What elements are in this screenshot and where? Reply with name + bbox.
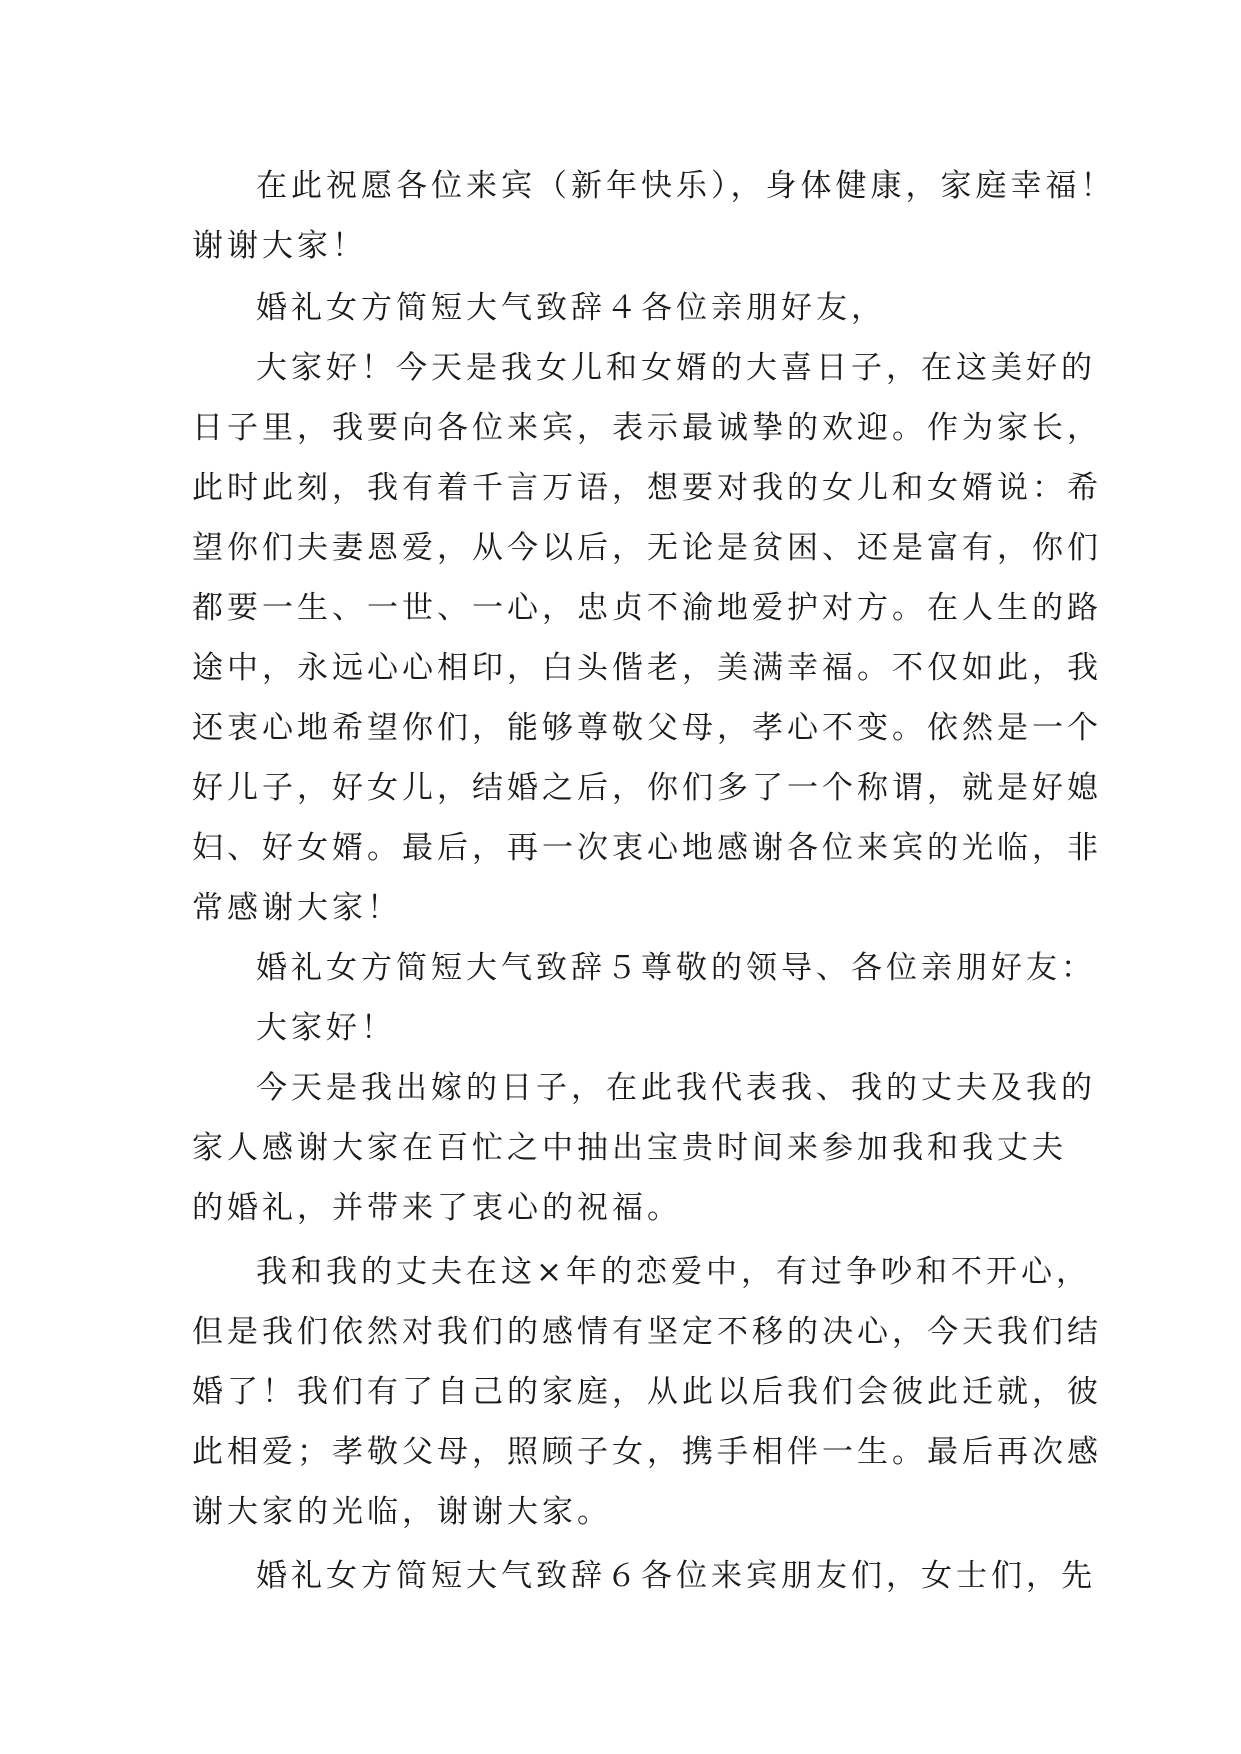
text-line: 望你们夫妻恩爱，从今以后，无论是贫困、还是富有，你们 xyxy=(192,530,1102,566)
section-heading xyxy=(192,278,1052,338)
text-line: 家人感谢大家在百忙之中抽出宝贵时间来参加我和我丈夫 xyxy=(192,1130,1067,1166)
text-line: 此时此刻，我有着千言万语，想要对我的女儿和女婿说：希 xyxy=(192,470,1102,506)
text-line: 在此祝愿各位来宾（新年快乐），身体健康，家庭幸福！ xyxy=(256,168,1116,204)
paragraph xyxy=(192,156,1116,276)
text-line: 谢谢大家！ xyxy=(192,228,367,264)
paragraph xyxy=(192,338,1102,938)
text-line: 大家好！ xyxy=(256,1010,396,1046)
text-line: 婚礼女方简短大气致辞６各位来宾朋友们，女士们，先 xyxy=(256,1558,1096,1594)
text-line: 今天是我出嫁的日子，在此我代表我、我的丈夫及我的 xyxy=(256,1070,1096,1106)
section-heading xyxy=(192,938,1096,998)
text-line: 妇、好女婿。最后，再一次衷心地感谢各位来宾的光临，非 xyxy=(192,830,1102,866)
text-line: 常感谢大家！ xyxy=(192,890,402,926)
text-line: 还衷心地希望你们，能够尊敬父母，孝心不变。依然是一个 xyxy=(192,710,1102,746)
text-line: 的婚礼，并带来了衷心的祝福。 xyxy=(192,1190,682,1226)
text-line: 婚了！我们有了自己的家庭，从此以后我们会彼此迁就，彼 xyxy=(192,1374,1102,1410)
text-line: 大家好！今天是我女儿和女婿的大喜日子，在这美好的 xyxy=(256,350,1096,386)
text-line: 好儿子，好女儿，结婚之后，你们多了一个称谓，就是好媳 xyxy=(192,770,1102,806)
text-line: 但是我们依然对我们的感情有坚定不移的决心，今天我们结 xyxy=(192,1314,1102,1350)
text-line: 途中，永远心心相印，白头偕老，美满幸福。不仅如此，我 xyxy=(192,650,1102,686)
paragraph xyxy=(192,1058,1096,1238)
text-line: 我和我的丈夫在这×年的恋爱中，有过争吵和不开心， xyxy=(256,1254,1091,1290)
text-line: 此相爱；孝敬父母，照顾子女，携手相伴一生。最后再次感 xyxy=(192,1434,1102,1470)
text-line: 日子里，我要向各位来宾，表示最诚挚的欢迎。作为家长， xyxy=(192,410,1102,446)
paragraph xyxy=(192,998,1052,1058)
paragraph xyxy=(192,1242,1102,1542)
document-body xyxy=(192,156,1116,1606)
text-line: 婚礼女方简短大气致辞４各位亲朋好友， xyxy=(256,290,886,326)
section-heading xyxy=(192,1546,1096,1606)
text-line: 婚礼女方简短大气致辞５尊敬的领导、各位亲朋好友： xyxy=(256,950,1096,986)
text-line: 谢大家的光临，谢谢大家。 xyxy=(192,1494,612,1530)
text-line: 都要一生、一世、一心，忠贞不渝地爱护对方。在人生的路 xyxy=(192,590,1102,626)
